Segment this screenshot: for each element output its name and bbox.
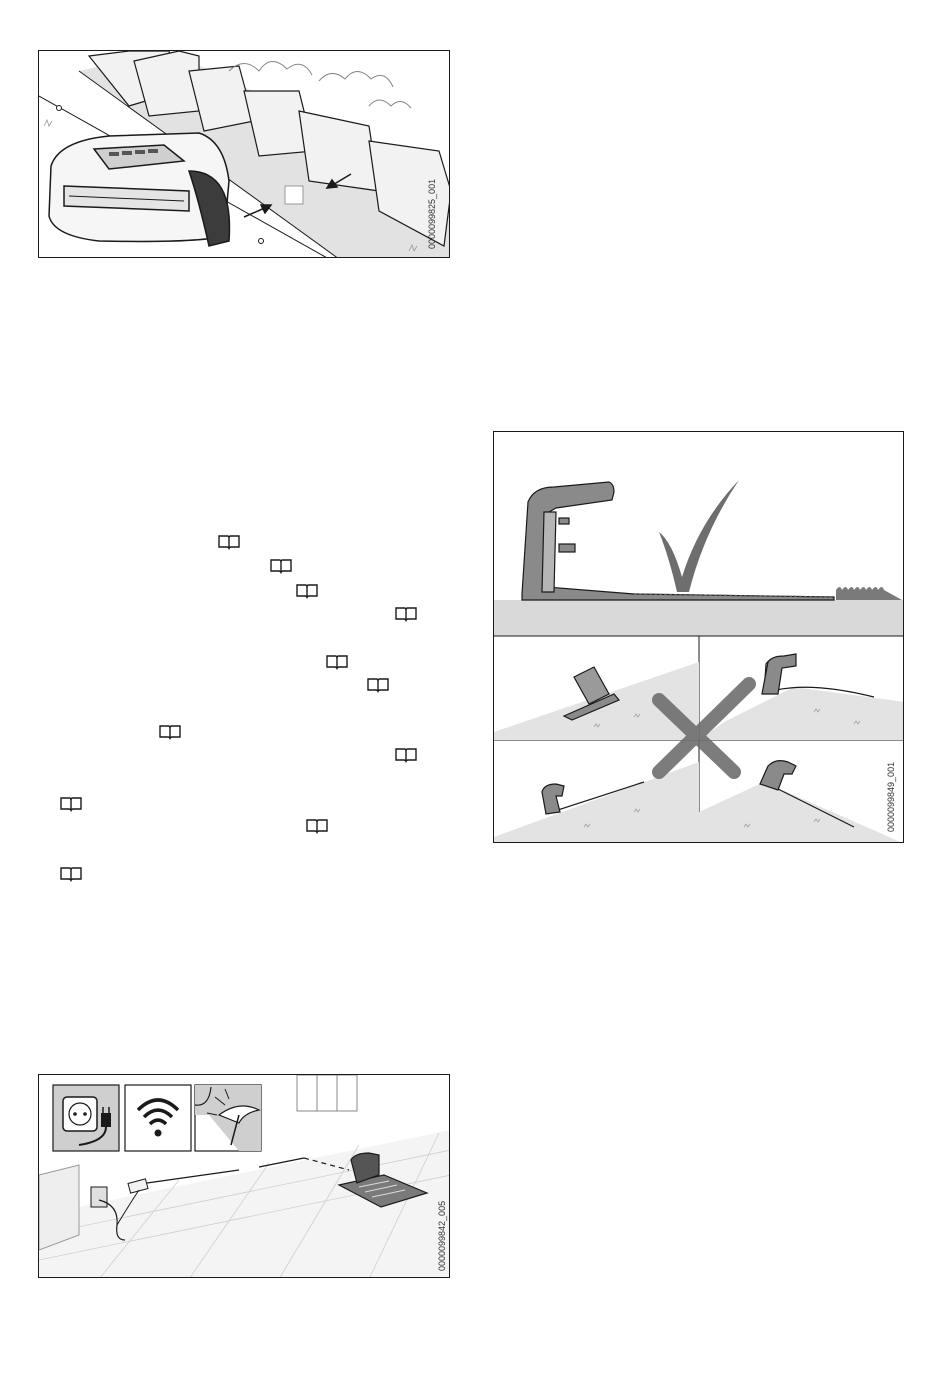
check-mark-icon: [659, 480, 739, 592]
figure-installation-requirements: [38, 1074, 450, 1278]
figure-robot-at-path-edge: [38, 50, 450, 258]
wifi-icon: [125, 1085, 191, 1151]
figure-code: 0000099849_001: [886, 761, 896, 832]
figure-code: 0000099825_001: [427, 178, 437, 249]
book-icon: [326, 654, 348, 670]
book-icon: [306, 818, 328, 834]
book-icon: [395, 747, 417, 763]
robot-path-illustration: [39, 51, 450, 258]
sun-umbrella-icon: [195, 1085, 261, 1151]
book-icon: [395, 606, 417, 622]
robot-mower: [49, 133, 230, 246]
docking-placement-illustration: [494, 432, 904, 843]
book-icon: [270, 558, 292, 574]
installation-illustration: [39, 1075, 450, 1278]
book-icon: [367, 677, 389, 693]
book-icon: [60, 796, 82, 812]
book-icon: [296, 583, 318, 599]
book-icon: [218, 534, 240, 550]
power-socket-icon: [53, 1085, 119, 1151]
figure-code: 0000099842_005: [437, 1200, 447, 1271]
figure-docking-station-placement: [493, 431, 904, 843]
book-icon: [159, 724, 181, 740]
book-icon: [60, 866, 82, 882]
